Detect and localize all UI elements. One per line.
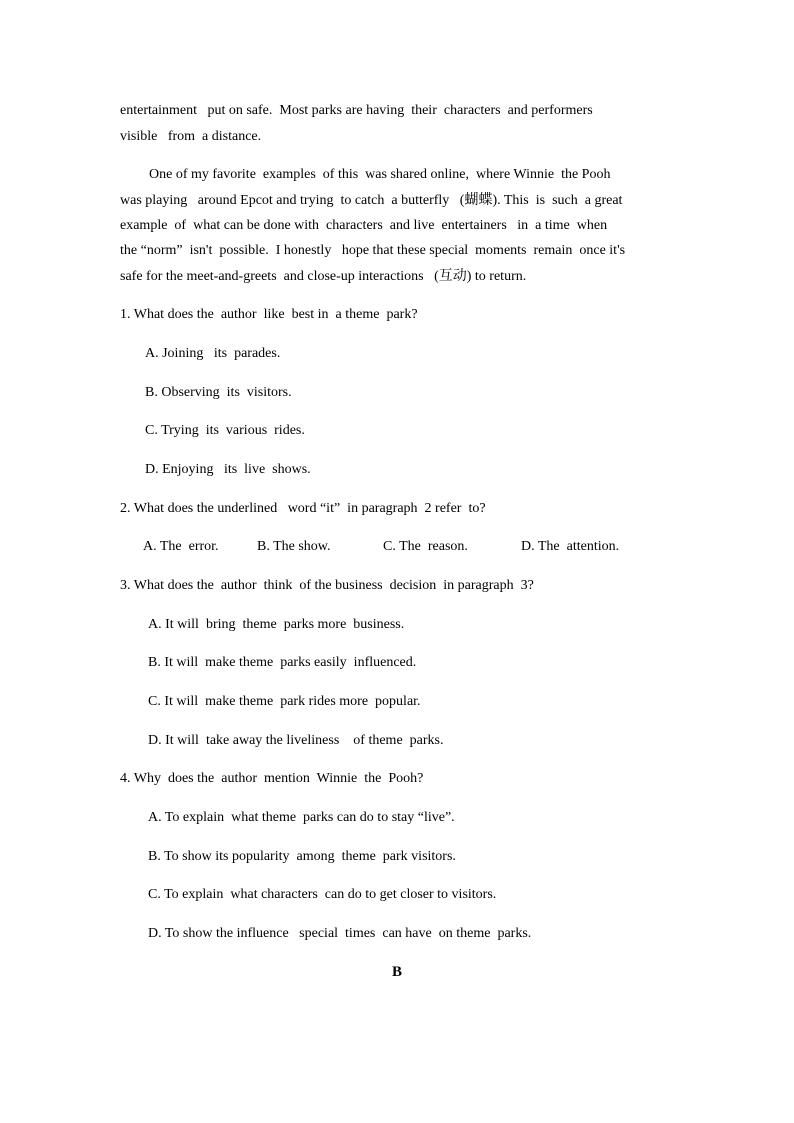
section-heading: B xyxy=(391,964,402,980)
option-d: D. It will take away the liveliness of theme parks. xyxy=(148,733,444,748)
option-a: A. The error. xyxy=(143,539,219,554)
option-c: C. To explain what characters can do to get closer to visitors. xyxy=(148,887,497,902)
option-c: C. It will make theme park rides more popular. xyxy=(148,694,421,709)
option-a: A. To explain what theme parks can do to stay “live”. xyxy=(148,810,455,825)
passage-line: visible from a distance. xyxy=(120,129,262,144)
question-stem: 1. What does the author like best in a theme park? xyxy=(120,307,418,322)
question-stem: 2. What does the underlined word “it” in paragraph 2 refer to? xyxy=(120,501,486,516)
option-c: C. The reason. xyxy=(383,539,468,554)
option-d: D. Enjoying its live shows. xyxy=(145,462,311,477)
passage-line: the “norm” isn't possible. I honestly hope that these special moments remain once it's xyxy=(120,243,626,258)
option-b: B. To show its popularity among theme park visitors. xyxy=(148,849,456,864)
question-stem: 3. What does the author think of the business decision in paragraph 3? xyxy=(120,578,534,593)
option-a: A. It will bring theme parks more business. xyxy=(148,617,405,632)
option-d: D. To show the influence special times can have on theme parks. xyxy=(148,926,532,941)
question-stem: 4. Why does the author mention Winnie the Pooh? xyxy=(120,771,424,786)
passage-line: safe for the meet-and-greets and close-up interactions (互动) to return. xyxy=(120,269,527,284)
passage-line: One of my favorite examples of this was shared online, where Winnie the Pooh xyxy=(149,167,611,182)
option-b: B. It will make theme parks easily influenced. xyxy=(148,655,417,670)
option-d: D. The attention. xyxy=(521,539,620,554)
option-b: B. The show. xyxy=(257,539,331,554)
passage-line: was playing around Epcot and trying to catch a butterfly (蝴蝶). This is such a great xyxy=(120,193,623,208)
option-c: C. Trying its various rides. xyxy=(145,423,305,438)
passage-line: example of what can be done with characters and live entertainers in a time when xyxy=(120,218,608,233)
option-b: B. Observing its visitors. xyxy=(145,385,292,400)
option-a: A. Joining its parades. xyxy=(145,346,281,361)
passage-line: entertainment put on safe. Most parks are having their characters and performers xyxy=(120,103,593,118)
